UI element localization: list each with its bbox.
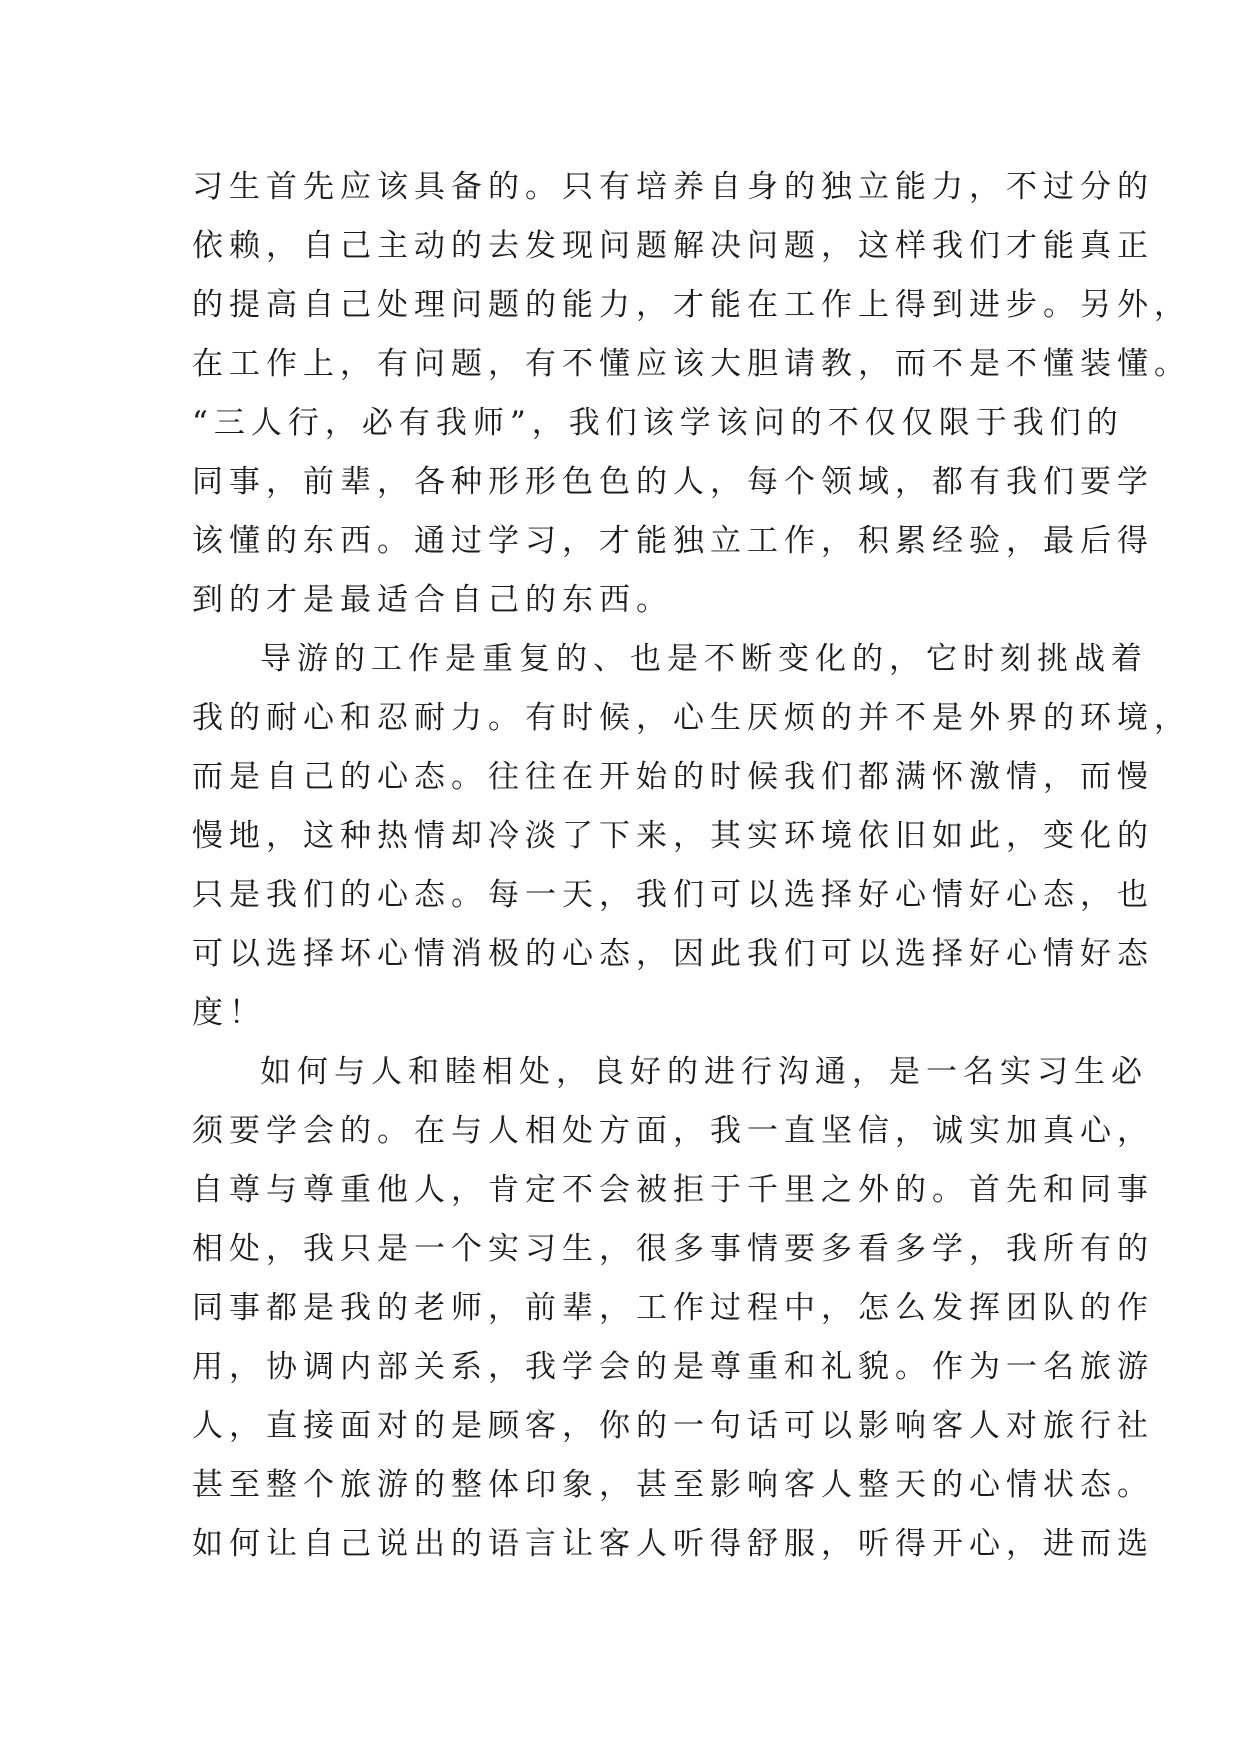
text-line: 习生首先应该具备的。只有培养自身的独立能力，不过分的 [192, 169, 1154, 205]
text-line: 如何与人和睦相处，良好的进行沟通，是一名实习生必 [260, 1054, 1148, 1090]
text-line: 相处，我只是一个实习生，很多事情要多看多学，我所有的 [192, 1231, 1154, 1267]
body-text [192, 158, 1191, 1574]
text-line: 须要学会的。在与人相处方面，我一直坚信，诚实加真心， [192, 1113, 1154, 1149]
text-line: 可以选择坏心情消极的心态，因此我们可以选择好心情好态 [192, 936, 1154, 972]
text-line: 该懂的东西。通过学习，才能独立工作，积累经验，最后得 [192, 523, 1154, 559]
text-line: 自尊与尊重他人，肯定不会被拒于千里之外的。首先和同事 [192, 1172, 1154, 1208]
text-line: 只是我们的心态。每一天，我们可以选择好心情好心态，也 [192, 877, 1154, 913]
text-line: 到的才是最适合自己的东西。 [192, 582, 673, 618]
text-line: “三人行，必有我师”，我们该学该问的不仅仅限于我们的 [192, 405, 1124, 441]
text-line: 用，协调内部关系，我学会的是尊重和礼貌。作为一名旅游 [192, 1349, 1154, 1385]
text-line: 慢地，这种热情却冷淡了下来，其实环境依旧如此，变化的 [192, 818, 1154, 854]
text-line: 依赖，自己主动的去发现问题解决问题，这样我们才能真正 [192, 228, 1154, 264]
text-line: 导游的工作是重复的、也是不断变化的，它时刻挑战着 [260, 641, 1148, 677]
text-line: 甚至整个旅游的整体印象，甚至影响客人整天的心情状态。 [192, 1467, 1154, 1503]
text-line: 人，直接面对的是顾客，你的一句话可以影响客人对旅行社 [192, 1408, 1154, 1444]
text-line: 在工作上，有问题，有不懂应该大胆请教，而不是不懂装懂。 [192, 346, 1191, 382]
text-line: 同事，前辈，各种形形色色的人，每个领域，都有我们要学 [192, 464, 1154, 500]
text-line: 而是自己的心态。往往在开始的时候我们都满怀激情，而慢 [192, 759, 1154, 795]
text-line: 我的耐心和忍耐力。有时候，心生厌烦的并不是外界的环境， [192, 700, 1191, 736]
text-line: 的提高自己处理问题的能力，才能在工作上得到进步。另外， [192, 287, 1191, 323]
text-line: 同事都是我的老师，前辈，工作过程中，怎么发挥团队的作 [192, 1290, 1154, 1326]
text-line: 度！ [192, 995, 266, 1031]
text-line: 如何让自己说出的语言让客人听得舒服，听得开心，进而选 [192, 1526, 1154, 1562]
